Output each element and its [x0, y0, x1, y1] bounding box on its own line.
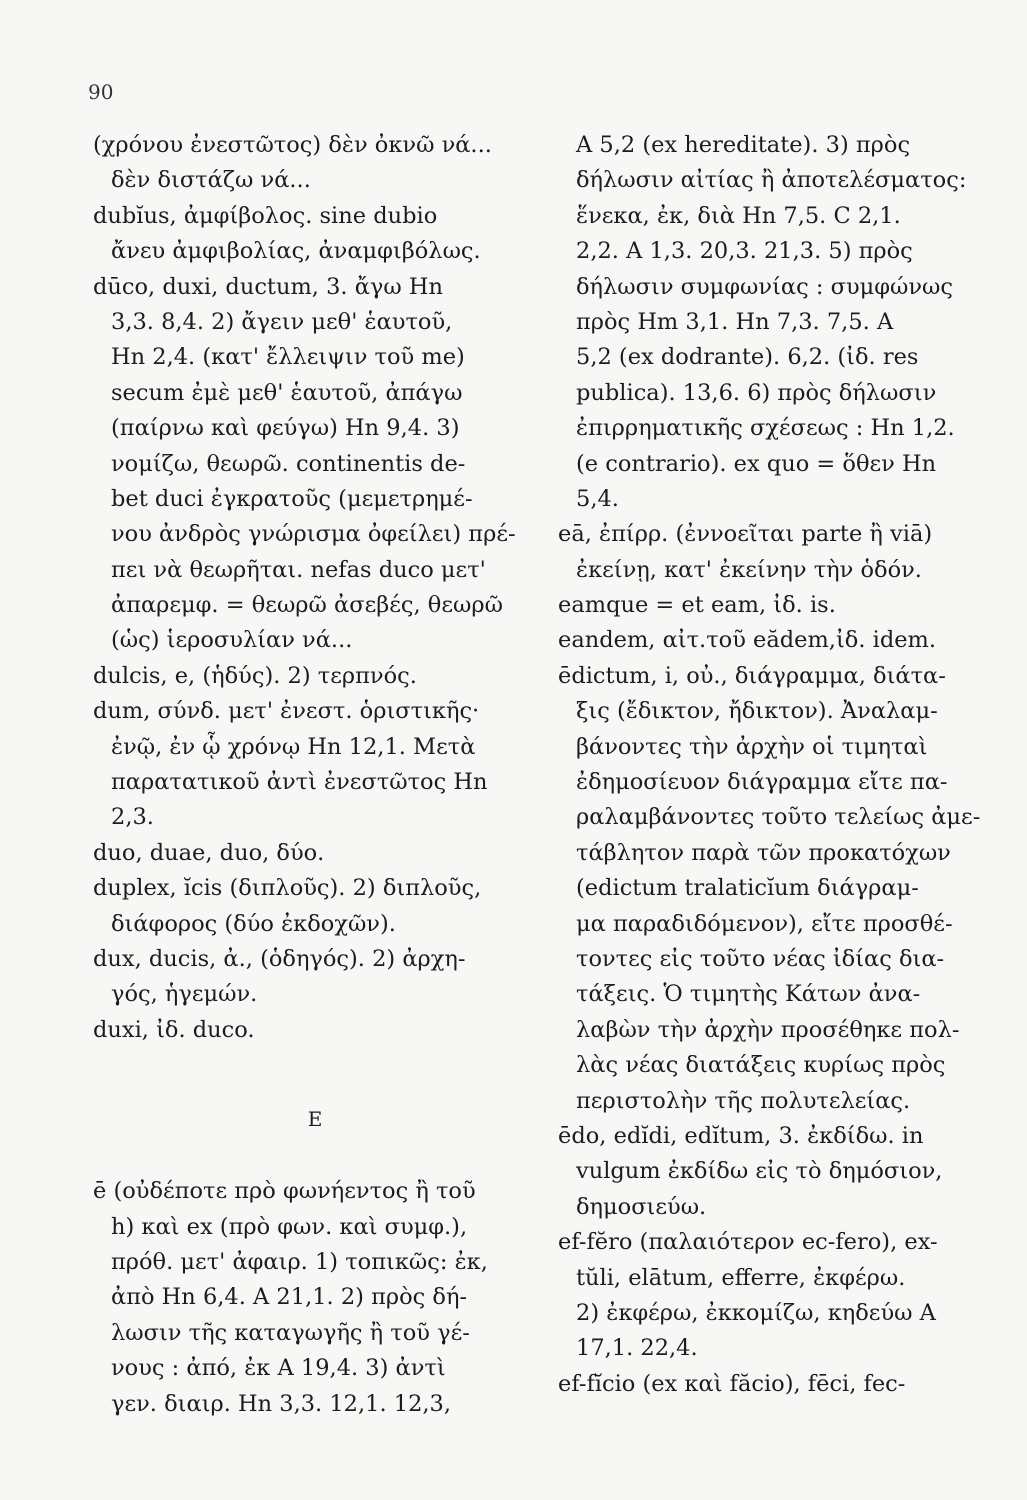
entry-continuation-line: 3,3. 8,4. 2) ἄγειν μεθ' ἑαυτοῦ, — [111, 308, 453, 335]
entry-continuation-line: νου ἀνδρὸς γνώρισμα ὀφείλει) πρέ- — [111, 521, 516, 548]
entry-continuation-line: ἀπὸ Hn 6,4. A 21,1. 2) πρὸς δή- — [111, 1284, 468, 1311]
section-gap — [93, 1048, 538, 1094]
entry-continuation-line: λωσιν τῆς καταγωγῆς ἢ τοῦ γέ- — [111, 1319, 470, 1346]
entry-headword-line: ēdo, edĭdi, edĭtum, 3. ἐκδίδω. in — [558, 1122, 924, 1149]
entry-continuation-line: νους : ἀπό, ἐκ A 19,4. 3) ἀντὶ — [111, 1355, 446, 1382]
entry-continuation-line: μα παραδιδόμενον), εἴτε προσθέ- — [576, 910, 953, 937]
entry-continuation-line: τάβλητον παρὰ τῶν προκατόχων — [576, 839, 951, 866]
entry-continuation-line: δημοσιεύω. — [576, 1193, 707, 1220]
entry-continuation-line: 2,3. — [111, 804, 154, 831]
entry-continuation-line: ἕνεκα, ἐκ, διὰ Hn 7,5. C 2,1. — [576, 202, 901, 229]
entry-continuation-line: βάνοντες τὴν ἀρχὴν οἱ τιμηταὶ — [576, 733, 928, 760]
entry-continuation-line: (e contrario). ex quo = ὅθεν Hn — [576, 450, 937, 477]
entry-continuation-line: λὰς νέας διατάξεις κυρίως πρὸς — [576, 1052, 946, 1079]
entry-continuation-line: δὲν διστάζω νά... — [111, 167, 311, 194]
entry-continuation-line: ἐπιρρηματικῆς σχέσεως : Hn 1,2. — [576, 415, 955, 442]
entry-continuation-line: πρόθ. μετ' ἀφαιρ. 1) τοπικῶς: ἐκ, — [111, 1248, 488, 1275]
right-column — [558, 128, 998, 1402]
entry-headword-line: dūco, duxi, ductum, 3. ἄγω Hn — [93, 273, 443, 300]
entry-headword-line: eandem, αἰτ.τοῦ eădem,ἰδ. idem. — [558, 627, 937, 654]
entry-continuation-line: τοντες εἰς τοῦτο νέας ἰδίας δια- — [576, 945, 945, 972]
entry-headword-line: ē (οὐδέποτε πρὸ φωνήεντος ἢ τοῦ — [93, 1178, 476, 1205]
entry-continuation-line: 2) ἐκφέρω, ἐκκομίζω, κηδεύω A — [576, 1299, 936, 1326]
entry-continuation-line: 17,1. 22,4. — [576, 1335, 698, 1362]
entry-continuation-line: (ὡς) ἱεροσυλίαν νά... — [111, 627, 353, 654]
entry-headword-line: duxi, ἰδ. duco. — [93, 1016, 255, 1043]
section-letter: E — [307, 1107, 324, 1132]
entry-headword-line: dulcis, e, (ἡδύς). 2) τερπνός. — [93, 662, 417, 689]
entry-continuation-line: περιστολὴν τῆς πολυτελείας. — [576, 1087, 911, 1114]
entry-headword-line: dubĭus, ἀμφίβολος. sine dubio — [93, 202, 438, 229]
entry-continuation-line: ξις (ἔδικτον, ἤδικτον). Ἀναλαμ- — [576, 698, 938, 725]
entry-headword-line: duplex, ĭcis (διπλοῦς). 2) διπλοῦς, — [93, 875, 482, 902]
entry-headword-line: dum, σύνδ. μετ' ἐνεστ. ὁριστικῆς· — [93, 698, 480, 725]
left-column — [93, 128, 538, 1422]
entry-continuation-line: δήλωσιν αἰτίας ἢ ἀποτελέσματος: — [576, 167, 967, 194]
section-gap — [93, 1144, 538, 1174]
entry-headword-line: eamque = et eam, ἰδ. is. — [558, 592, 836, 619]
entry-continuation-line: νομίζω, θεωρῶ. continentis de- — [111, 450, 466, 477]
entry-continuation-line: 5,4. — [576, 485, 619, 512]
entry-continuation-line: publica). 13,6. 6) πρὸς δήλωσιν — [576, 379, 937, 406]
entry-continuation-line: διάφορος (δύο ἐκδοχῶν). — [111, 910, 396, 937]
entry-continuation-line: ραλαμβάνοντες τοῦτο τελείως ἀμε- — [576, 804, 981, 831]
page-number: 90 — [88, 80, 114, 104]
entry-continuation-line: secum ἐμὲ μεθ' ἑαυτοῦ, ἀπάγω — [111, 379, 463, 406]
entry-continuation-line: ἀπαρεμφ. = θεωρῶ ἀσεβές, θεωρῶ — [111, 592, 503, 619]
entry-continuation-line: h) καὶ ex (πρὸ φων. καὶ συμφ.), — [111, 1213, 468, 1240]
entry-continuation-line: λαβὼν τὴν ἀρχὴν προσέθηκε πολ- — [576, 1016, 960, 1043]
left-entries-block-e — [93, 1174, 538, 1422]
left-entries-block — [93, 128, 538, 1048]
entry-headword-line: ef-fĕro (παλαιότερον ec-fero), ex- — [558, 1229, 938, 1256]
entry-continuation-line: tŭli, elātum, efferre, ἐκφέρω. — [576, 1264, 906, 1291]
entry-continuation-line: γεν. διαιρ. Hn 3,3. 12,1. 12,3, — [111, 1390, 452, 1417]
entry-continuation-line: (edictum tralaticĭum διάγραμ- — [576, 875, 919, 902]
entry-headword-line: eā, ἐπίρρ. (ἐννοεῖται parte ἢ viā) — [558, 521, 933, 548]
entry-continuation-line: ἄνευ ἀμφιβολίας, ἀναμφιβόλως. — [111, 238, 481, 265]
entry-continuation-line: 5,2 (ex dodrante). 6,2. (ἰδ. res — [576, 344, 919, 371]
entry-continuation-line: πρὸς Hm 3,1. Hn 7,3. 7,5. A — [576, 308, 894, 335]
entry-headword-line: duo, duae, duo, δύο. — [93, 839, 325, 866]
entry-continuation-line: τάξεις. Ὁ τιμητὴς Κάτων ἀνα- — [576, 981, 921, 1008]
entry-continuation-line: 2,2. A 1,3. 20,3. 21,3. 5) πρὸς — [576, 238, 913, 265]
entry-headword-line: (χρόνου ἐνεστῶτος) δὲν ὀκνῶ νά... — [93, 132, 492, 158]
entry-continuation-line: ἐδημοσίευον διάγραμμα εἴτε πα- — [576, 769, 948, 796]
entry-continuation-line: ἐκείνῃ, κατ' ἐκείνην τὴν ὁδόν. — [576, 556, 922, 583]
entry-continuation-line: δήλωσιν συμφωνίας : συμφώνως — [576, 273, 953, 300]
entry-headword-line: ēdictum, i, οὐ., διάγραμμα, διάτα- — [558, 662, 946, 689]
entry-headword-line: ef-fĭcio (ex καὶ făcio), fēci, fec- — [558, 1370, 906, 1397]
entry-continuation-line: Hn 2,4. (κατ' ἔλλειψιν τοῦ me) — [111, 344, 465, 371]
entry-continuation-line: παρατατικοῦ ἀντὶ ἐνεστῶτος Hn — [111, 769, 488, 796]
entry-continuation-line: bet duci ἐγκρατοῦς (μεμετρημέ- — [111, 485, 473, 512]
entry-headword-line: dux, ducis, ἀ., (ὁδηγός). 2) ἀρχη- — [93, 945, 466, 972]
entry-continuation-line: vulgum ἐκδίδω εἰς τὸ δημόσιον, — [576, 1158, 943, 1185]
entry-continuation-line: ἐνῷ, ἐν ᾧ χρόνῳ Hn 12,1. Μετὰ — [111, 733, 476, 760]
right-entries-block — [558, 128, 998, 1402]
entry-continuation-line: A 5,2 (ex hereditate). 3) πρὸς — [576, 132, 911, 158]
entry-continuation-line: γός, ἡγεμών. — [111, 981, 258, 1008]
entry-continuation-line: πει νὰ θεωρῆται. nefas duco μετ' — [111, 556, 486, 583]
entry-continuation-line: (παίρνω καὶ φεύγω) Hn 9,4. 3) — [111, 415, 460, 442]
